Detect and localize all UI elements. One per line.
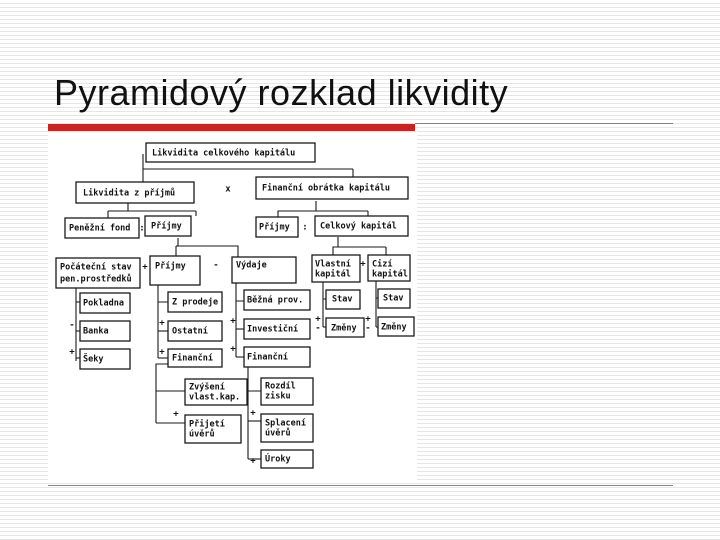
operator-minus: - bbox=[69, 320, 75, 331]
label-turnover: Finanční obrátka kapitálu bbox=[262, 183, 390, 194]
operator-minus: - bbox=[213, 260, 219, 271]
label-repay-1: Splacení bbox=[265, 418, 306, 429]
slide-title: Pyramidový rozklad likvidity bbox=[54, 72, 509, 113]
label-expenses: Výdaje bbox=[236, 260, 267, 271]
operator-plus: + bbox=[315, 314, 321, 325]
bottom-divider-line bbox=[48, 485, 673, 486]
label-own-capital-2: kapitál bbox=[315, 269, 351, 280]
label-income-c: Příjmy bbox=[155, 261, 186, 272]
label-foreign-capital-2: kapitál bbox=[372, 269, 408, 280]
label-financial-expenses: Finanční bbox=[247, 352, 288, 363]
label-interest: Úroky bbox=[265, 454, 291, 465]
label-root: Likvidita celkového kapitálu bbox=[152, 148, 296, 159]
operator-plus: + bbox=[69, 347, 75, 358]
label-own-state: Stav bbox=[332, 294, 353, 305]
label-from-sales: Z prodeje bbox=[172, 297, 219, 308]
liquidity-pyramid-diagram bbox=[48, 131, 417, 480]
operator-plus: + bbox=[230, 316, 236, 327]
label-profit-diff-2: zisku bbox=[265, 391, 291, 402]
operator-plus: + bbox=[365, 314, 371, 325]
label-initial-state-2: pen.prostředků bbox=[60, 274, 132, 285]
label-foreign-changes: Změny bbox=[381, 322, 407, 333]
label-own-capital-1: Vlastní bbox=[315, 259, 351, 270]
operator-divide-1: : bbox=[139, 223, 145, 234]
label-income-b: Příjmy bbox=[259, 222, 290, 233]
label-current-ops: Běžná prov. bbox=[247, 295, 304, 306]
label-income-a: Příjmy bbox=[151, 221, 182, 232]
label-foreign-capital-1: Cizí bbox=[372, 259, 393, 270]
label-loans-2: úvěrů bbox=[189, 429, 215, 440]
liquidity-pyramid-svg bbox=[48, 131, 417, 480]
label-liq-income: Likvidita z příjmů bbox=[83, 188, 176, 199]
operator-plus: + bbox=[250, 408, 256, 419]
label-total-capital: Celkový kapitál bbox=[320, 221, 397, 232]
label-equity-increase-2: vlast.kap. bbox=[189, 392, 241, 403]
label-profit-diff-1: Rozdíl bbox=[265, 381, 296, 392]
label-cash: Pokladna bbox=[83, 298, 124, 309]
label-loans-1: Přijetí bbox=[189, 419, 225, 430]
operator-plus: + bbox=[173, 409, 179, 420]
operator-plus: + bbox=[159, 347, 165, 358]
operator-divide-2: : bbox=[302, 222, 308, 233]
operator-plus: + bbox=[142, 262, 148, 273]
operator-plus: + bbox=[159, 318, 165, 329]
operator-minus: - bbox=[365, 323, 371, 334]
label-financial-income: Finanční bbox=[172, 353, 213, 364]
title-divider-line bbox=[415, 123, 673, 124]
label-bank: Banka bbox=[83, 326, 109, 337]
label-equity-increase-1: Zvýšení bbox=[189, 382, 225, 393]
operator-minus: - bbox=[315, 323, 321, 334]
title-accent-bar bbox=[48, 124, 415, 131]
label-foreign-state: Stav bbox=[383, 293, 404, 304]
label-initial-state-1: Počáteční stav bbox=[60, 262, 132, 273]
operator-plus: + bbox=[360, 259, 366, 270]
label-investment: Investiční bbox=[247, 324, 299, 335]
label-cheques: Šeky bbox=[83, 354, 104, 365]
label-money-fund: Peněžní fond bbox=[69, 223, 131, 234]
label-repay-2: úvěrů bbox=[265, 428, 291, 439]
operator-plus: + bbox=[250, 456, 256, 467]
label-other: Ostatní bbox=[172, 326, 208, 337]
label-own-changes: Změny bbox=[331, 323, 357, 334]
operator-plus: + bbox=[230, 344, 236, 355]
operator-times: x bbox=[225, 184, 231, 195]
